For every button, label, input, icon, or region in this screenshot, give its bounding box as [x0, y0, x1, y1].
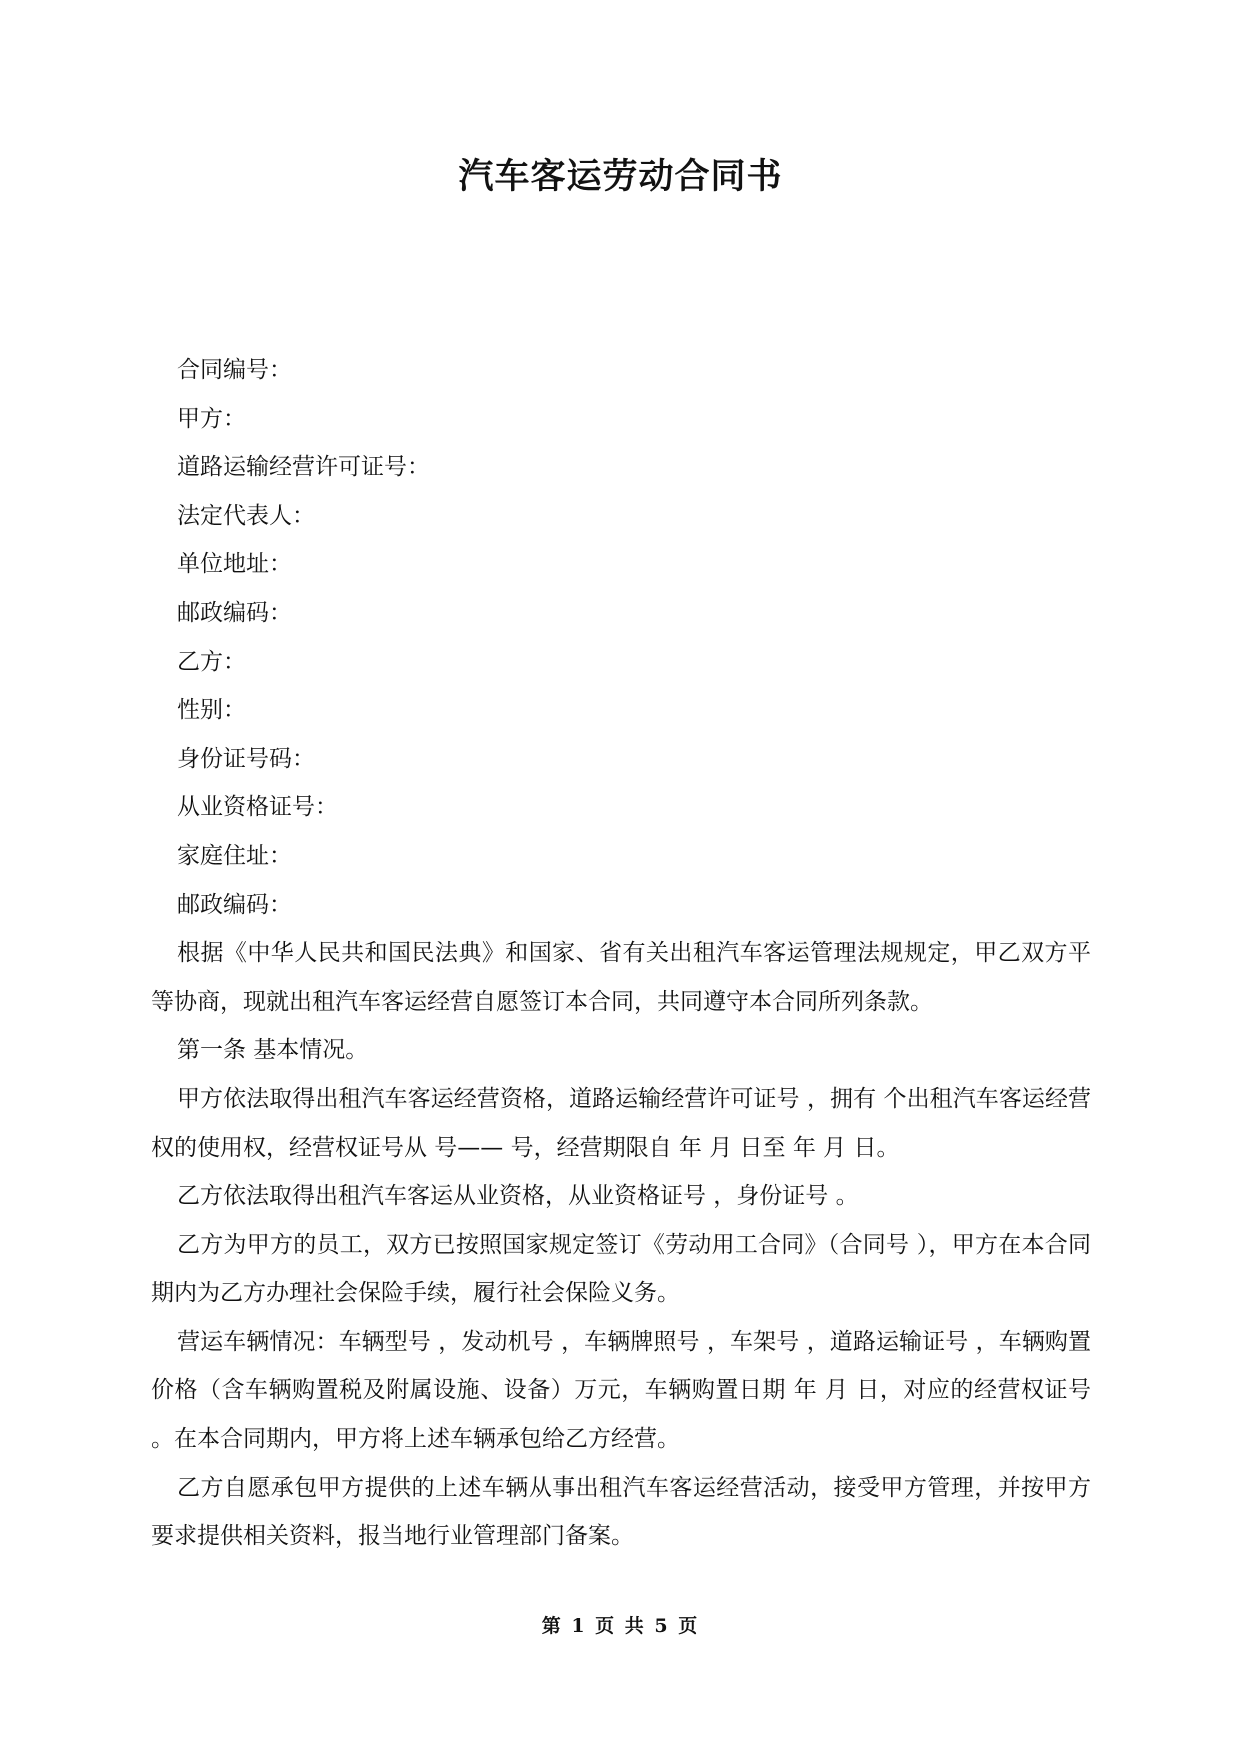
paragraph-preamble: 根据《中华人民共和国民法典》和国家、省有关出租汽车客运管理法规规定，甲乙双方平等协商，现就出租汽车客运经营自愿签订本合同，共同遵守本合同所列条款。 [151, 940, 1091, 1015]
field-contract-number: 合同编号： [177, 357, 292, 383]
paragraph-vehicle-info: 营运车辆情况：车辆型号 ，发动机号 ，车辆牌照号 ，车架号 ，道路运输证号 ，车辆购置价格（含车辆购置税及附属设施、设备）万元，车辆购置日期 年 月 日，对应的经营权证号 。在本合同期内，甲方将上述车辆承包给乙方经营。 [151, 1328, 1091, 1453]
paragraph-party-b-qualification: 乙方依法取得出租汽车客运从业资格，从业资格证号 ，身份证号 。 [177, 1183, 859, 1210]
paragraph-contracting: 乙方自愿承包甲方提供的上述车辆从事出租汽车客运经营活动，接受甲方管理，并按甲方要求提供相关资料，报当地行业管理部门备案。 [151, 1474, 1091, 1550]
paragraph-party-a-qualification: 甲方依法取得出租汽车客运经营资格，道路运输经营许可证号 ，拥有 个出租汽车客运经营权的使用权，经营权证号从 号—— 号，经营期限自 年 月 日至 年 月 日。 [151, 1085, 1091, 1161]
field-qualification-number: 从业资格证号： [177, 794, 338, 821]
document-body [151, 346, 1091, 1561]
field-id-number: 身份证号码： [177, 745, 315, 772]
field-company-address: 单位地址： [177, 551, 292, 578]
document-title: 汽车客运劳动合同书 [458, 157, 783, 197]
field-postal-code-b: 邮政编码： [177, 891, 292, 918]
paragraph-employment: 乙方为甲方的员工，双方已按照国家规定签订《劳动用工合同》（合同号 ），甲方在本合同期内为乙方办理社会保险手续，履行社会保险义务。 [151, 1231, 1091, 1307]
field-party-b: 乙方： [177, 648, 246, 675]
field-party-a: 甲方： [177, 405, 246, 432]
field-postal-code-a: 邮政编码： [177, 599, 292, 626]
field-home-address: 家庭住址： [177, 842, 292, 869]
field-gender: 性别： [177, 697, 246, 724]
field-legal-representative: 法定代表人： [177, 502, 315, 529]
article-heading: 第一条 基本情况。 [177, 1037, 369, 1064]
field-road-transport-license: 道路运输经营许可证号： [177, 454, 430, 481]
page-footer: 第 1 页 共 5 页 [541, 1615, 700, 1637]
